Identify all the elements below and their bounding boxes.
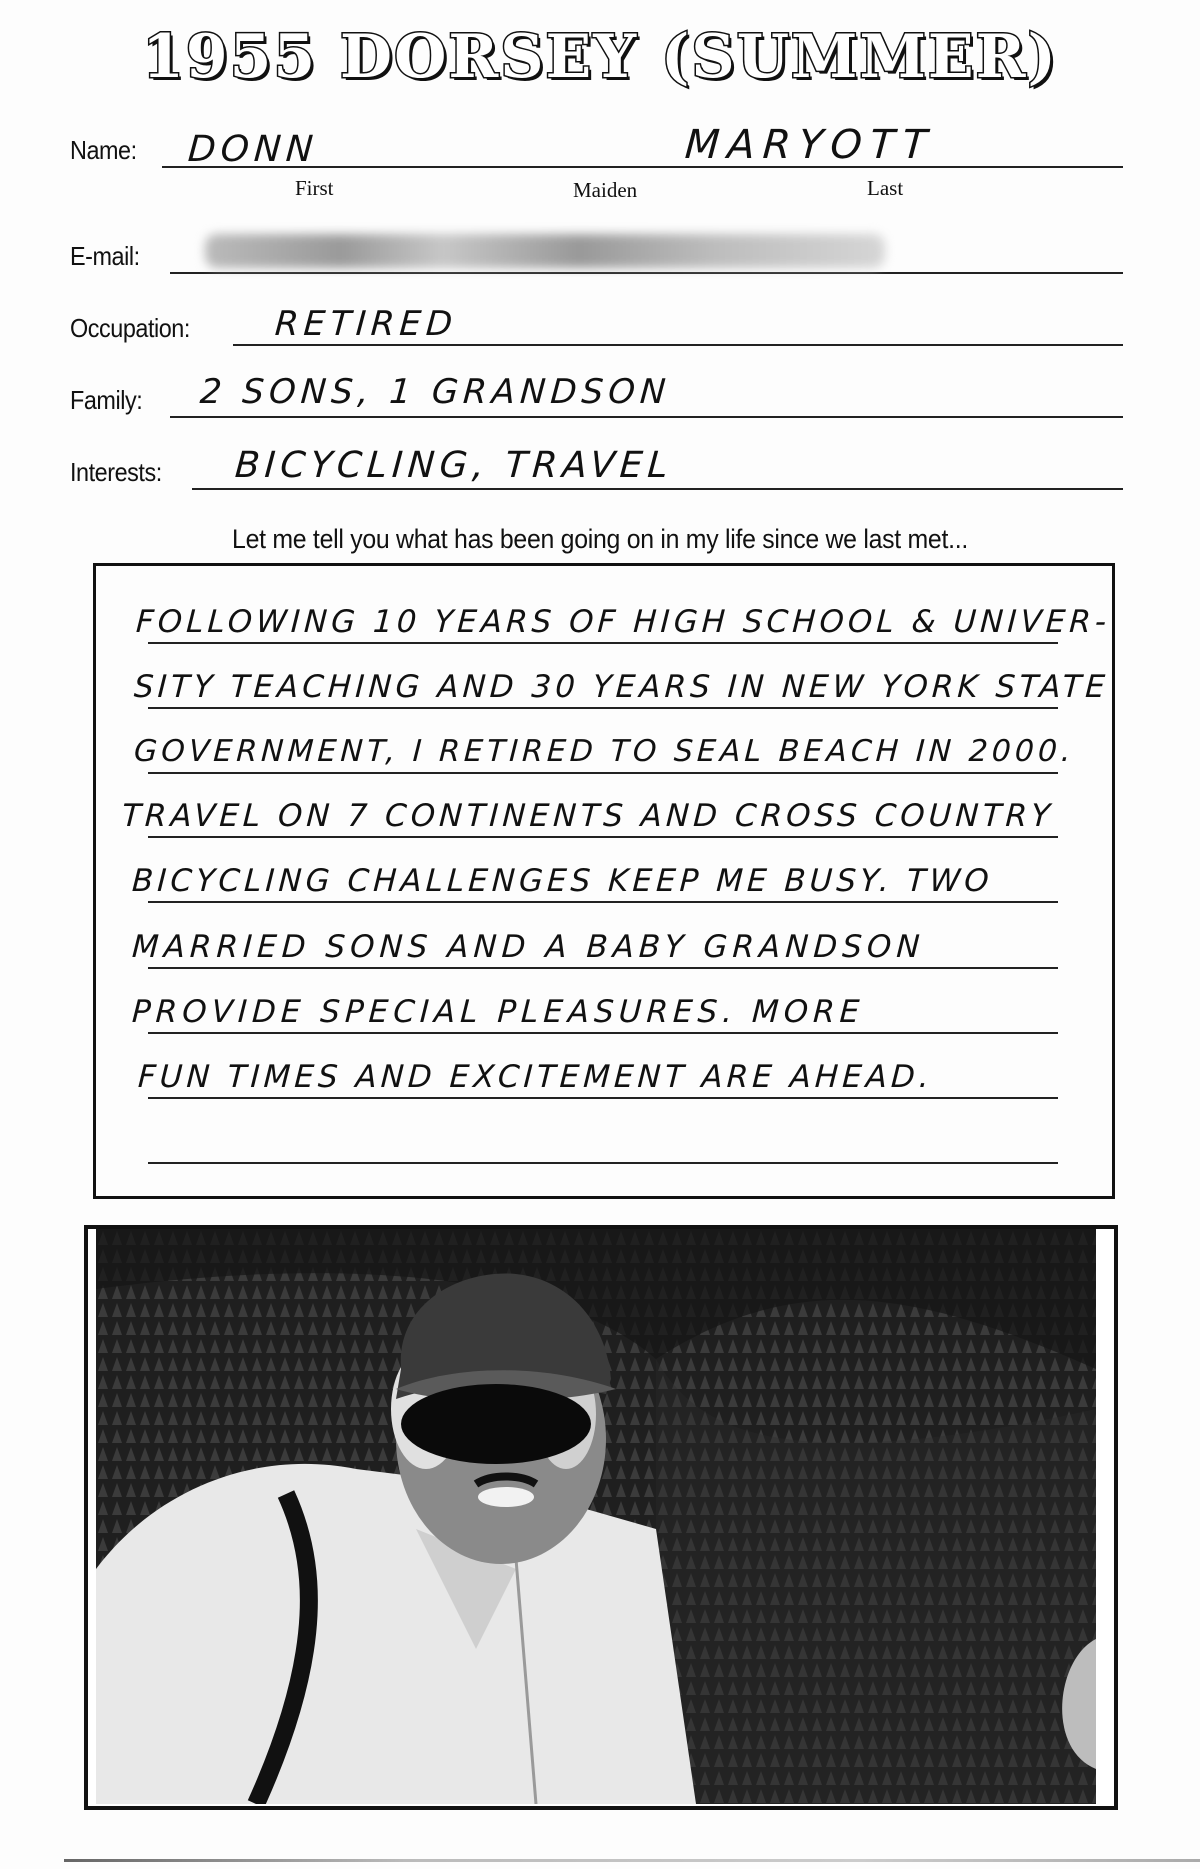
family-label: Family: — [70, 385, 143, 415]
interests-line — [192, 488, 1123, 490]
email-line — [170, 272, 1123, 274]
maiden-sublabel: Maiden — [573, 178, 638, 202]
last-sublabel: Last — [867, 176, 904, 200]
last-name-value: MARYOTT — [683, 122, 937, 168]
occupation-label: Occupation: — [70, 313, 190, 343]
interests-value: BICYCLING, TRAVEL — [233, 445, 675, 486]
redacted-email — [205, 234, 885, 268]
bottom-rule — [64, 1859, 1200, 1862]
story-rule — [148, 967, 1058, 969]
name-label: Name: — [70, 135, 137, 165]
story-rule — [148, 1097, 1058, 1099]
story-line-text: FOLLOWING 10 YEARS OF HIGH SCHOOL & UNIVER- — [135, 604, 1111, 640]
story-line-text: TRAVEL ON 7 CONTINENTS AND CROSS COUNTRY — [121, 798, 1055, 834]
story-rule — [148, 707, 1058, 709]
occupation-value: RETIRED — [273, 304, 459, 344]
story-line-text: BICYCLING CHALLENGES KEEP ME BUSY. TWO — [131, 863, 994, 899]
first-sublabel: First — [295, 176, 334, 200]
story-rule — [148, 1032, 1058, 1034]
story-line-text: PROVIDE SPECIAL PLEASURES. MORE — [131, 994, 866, 1030]
story-rule — [148, 901, 1058, 903]
story-rule — [148, 1162, 1058, 1164]
story-line-text: FUN TIMES AND EXCITEMENT ARE AHEAD. — [137, 1059, 934, 1095]
name-field — [70, 112, 1123, 172]
story-rule — [148, 642, 1058, 644]
family-line — [170, 416, 1123, 418]
story-prompt: Let me tell you what has been going on in my life since we last met... — [232, 524, 968, 554]
interests-label: Interests: — [70, 457, 162, 487]
story-rule — [148, 772, 1058, 774]
story-line-text: SITY TEACHING AND 30 YEARS IN NEW YORK STATE — [133, 669, 1110, 705]
story-box — [93, 563, 1115, 1199]
portrait-photo — [96, 1229, 1096, 1804]
family-value: 2 SONS, 1 GRANDSON — [198, 372, 672, 412]
occupation-line — [233, 344, 1123, 346]
portrait-illustration — [96, 1229, 1096, 1804]
interests-field — [70, 434, 1123, 494]
photo-frame — [84, 1225, 1118, 1810]
email-label: E-mail: — [70, 241, 140, 271]
story-line-text: MARRIED SONS AND A BABY GRANDSON — [131, 929, 926, 965]
occupation-field — [70, 290, 1123, 350]
story-line-text: GOVERNMENT, I RETIRED TO SEAL BEACH IN 2000. — [133, 734, 1076, 769]
page-title: 1955 DORSEY (SUMMER) — [142, 22, 1058, 92]
family-field — [70, 362, 1123, 422]
story-rule — [148, 836, 1058, 838]
first-name-value: DONN — [186, 129, 320, 170]
